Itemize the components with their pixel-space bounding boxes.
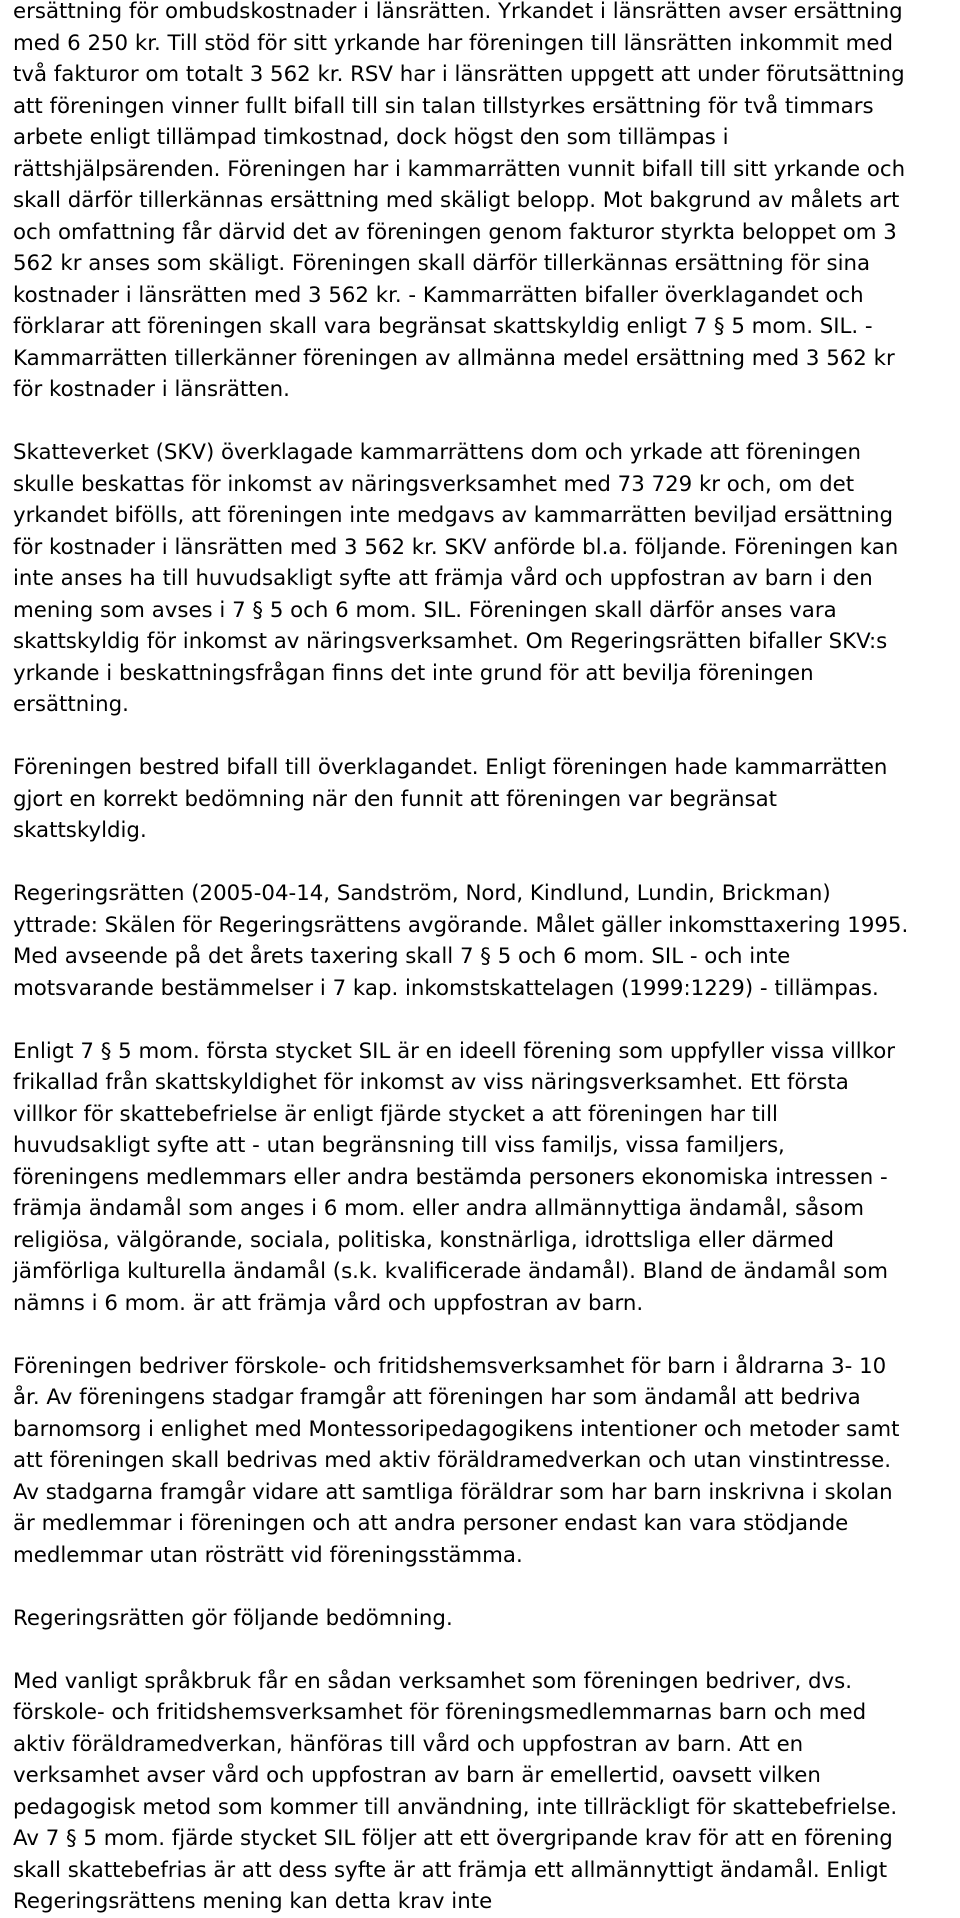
text-line: Föreningen bestred bifall till överklagandet. Enligt föreningen hade (13, 755, 728, 780)
text-line: ersättning för ombudskostnader i länsrätten. Yrkandet i länsrätten avser (13, 0, 787, 24)
text-line: Enligt 7 § 5 mom. första stycket SIL är en ideell förening som uppfyller vissa (13, 1038, 825, 1064)
paragraph (13, 437, 916, 721)
text-line: Kammarrätten bifaller överklagandet och förklarar att föreningen skall vara (13, 282, 864, 339)
text-line: pedagogisk metod som kommer till användning, inte tillräckligt för (13, 1794, 726, 1820)
text-line: utan vinstintresse. Av stadgarna framgår vidare att samtliga föräldrar som har (13, 1448, 891, 1505)
text-line: föreningens medlemmars eller andra bestämda personers ekonomiska intressen (13, 1164, 874, 1190)
text-line: skattebefrielse. Av 7 § 5 mom. fjärde stycket SIL följer att ett övergripande (13, 1794, 898, 1851)
text-line: länsrätten. (174, 377, 290, 402)
text-line: som tillämpas i rättshjälpsärenden. Föreningen har i kammarrätten vunnit bifall (13, 125, 729, 182)
text-line: krav för att en förening skall skattebefrias är att dess syfte är att främja ett (13, 1826, 893, 1883)
text-line: första villkor för skattebefrielse är enligt fjärde stycket a att föreningen har till (13, 1070, 849, 1127)
text-line: Med vanligt språkbruk får en sådan verksamhet som föreningen bedriver, dvs. (13, 1668, 853, 1694)
paragraph (13, 0, 916, 406)
text-line: förskole- och fritidshemsverksamhet för föreningsmedlemmarnas barn och med (13, 1700, 867, 1725)
paragraph (13, 1666, 916, 1918)
text-line: huvudsakligt syfte att - utan begränsning till viss familjs, vissa familjers, (13, 1133, 785, 1158)
text-line: barn inskrivna i skolan är medlemmar i föreningen och att andra personer (13, 1479, 893, 1536)
text-line: grund för att bevilja föreningen ersättning. (13, 660, 814, 717)
text-line: endast kan vara stödjande medlemmar utan rösträtt vid föreningsstämma. (13, 1511, 849, 1568)
text-line: ändamål som nämns i 6 mom. är att främja vård och uppfostran av barn. (13, 1259, 888, 1316)
text-line: därför tillerkännas ersättning för sina kostnader i länsrätten med 3 562 kr. - (13, 251, 871, 308)
paragraph (13, 1603, 916, 1635)
text-line: motsvarande bestämmelser i 7 kap. inkomstskattelagen (1999:1229) - (13, 975, 768, 1001)
text-line: Regeringsrätten bifaller SKV:s yrkande i beskattningsfrågan finns det inte (13, 629, 888, 686)
text-line: Regeringsrätten gör följande bedömning. (13, 1605, 453, 1631)
paragraph (13, 1351, 916, 1572)
text-line: ersättning för två timmars arbete enligt tillämpad timkostnad, dock högst den (13, 93, 874, 150)
text-line: under förutsättning att föreningen vinner fullt bifall till sin talan tillstyrkes (13, 62, 905, 119)
text-line: Regeringsrätten (2005-04-14, Sandström, Nord, Kindlund, Lundin, Brickman) (13, 881, 831, 906)
text-line: aktiv föräldramedverkan, hänföras till vård och uppfostran av barn. Att en (13, 1731, 804, 1757)
text-line: yrkandet bifölls, att föreningen inte medgavs av kammarrätten beviljad (13, 503, 778, 528)
text-line: såsom religiösa, välgörande, sociala, politiska, konstnärliga, idrottsliga eller (13, 1196, 864, 1253)
text-line: metoder samt att föreningen skall bedrivas med aktiv föräldramedverkan och (13, 1416, 900, 1473)
text-line: 10 år. Av föreningens stadgar framgår att föreningen har som ändamål att (13, 1353, 887, 1410)
text-line: till sitt yrkande och skall därför tillerkännas ersättning med skäligt belopp. Mot (13, 156, 906, 213)
text-line: uppfostran av barn i den mening som avses i 7 § 5 och 6 mom. SIL. Föreningen (13, 566, 873, 623)
text-line: skulle beskattas för inkomst av näringsverksamhet med 73 729 kr och, om det (13, 471, 855, 497)
text-line: begränsat skattskyldig enligt 7 § 5 mom. SIL. - Kammarrätten tillerkänner (13, 314, 873, 371)
text-line: bedriva barnomsorg i enlighet med Montessoripedagogikens intentioner och (13, 1385, 861, 1442)
paragraph (13, 752, 916, 847)
text-line: villkor frikallad från skattskyldighet för inkomst av viss näringsverksamhet. Ett (13, 1038, 896, 1095)
paragraph (13, 1036, 916, 1320)
text-line: begränsat skattskyldig. (13, 786, 778, 843)
text-line: ersättning med 6 250 kr. Till stöd för sitt yrkande har föreningen till länsrätten (13, 0, 903, 56)
text-line: yttrade: Skälen för Regeringsrättens avgörande. Målet gäller inkomsttaxering (13, 912, 841, 938)
text-line: Föreningen bedriver förskole- och fritidshemsverksamhet för barn i åldrarna 3- (13, 1353, 853, 1379)
text-line: kammarrätten gjort en korrekt bedömning när den funnit att föreningen var (13, 755, 888, 812)
text-line: verksamhet avser vård och uppfostran av barn är emellertid, oavsett vilken (13, 1763, 821, 1788)
text-line: Skatteverket (SKV) överklagade kammarrättens dom och yrkade att föreningen (13, 440, 861, 465)
text-line: bakgrund av målets art och omfattning får därvid det av föreningen genom (13, 188, 900, 245)
paragraph (13, 878, 916, 1004)
text-line: fakturor styrkta beloppet om 3 562 kr anses som skäligt. Föreningen skall (13, 219, 897, 276)
text-line: därmed jämförliga kulturella ändamål (s.k. kvalificerade ändamål). Bland de (13, 1227, 834, 1284)
text-line: - främja ändamål som anges i 6 mom. eller andra allmännyttiga ändamål, (13, 1164, 888, 1221)
text-line: allmännyttigt ändamål. Enligt Regeringsrättens mening kan detta krav inte (13, 1857, 888, 1914)
text-line: 1995. Med avseende på det årets taxering skall 7 § 5 och 6 mom. SIL - och inte (13, 912, 909, 969)
text-line: skall därför anses vara skattskyldig för inkomst av näringsverksamhet. Om (13, 597, 837, 654)
text-line: ersättning för kostnader i länsrätten med 3 562 kr. SKV anförde bl.a. följande. (13, 503, 894, 560)
text-line: tillämpas. (774, 975, 879, 1001)
text-line: föreningen av allmänna medel ersättning med 3 562 kr för kostnader i (13, 345, 895, 402)
text-line: inkommit med två fakturor om totalt 3 562 kr. RSV har i länsrätten uppgett att (13, 30, 894, 87)
text-line: Föreningen kan inte anses ha till huvudsakligt syfte att främja vård och (13, 534, 899, 591)
